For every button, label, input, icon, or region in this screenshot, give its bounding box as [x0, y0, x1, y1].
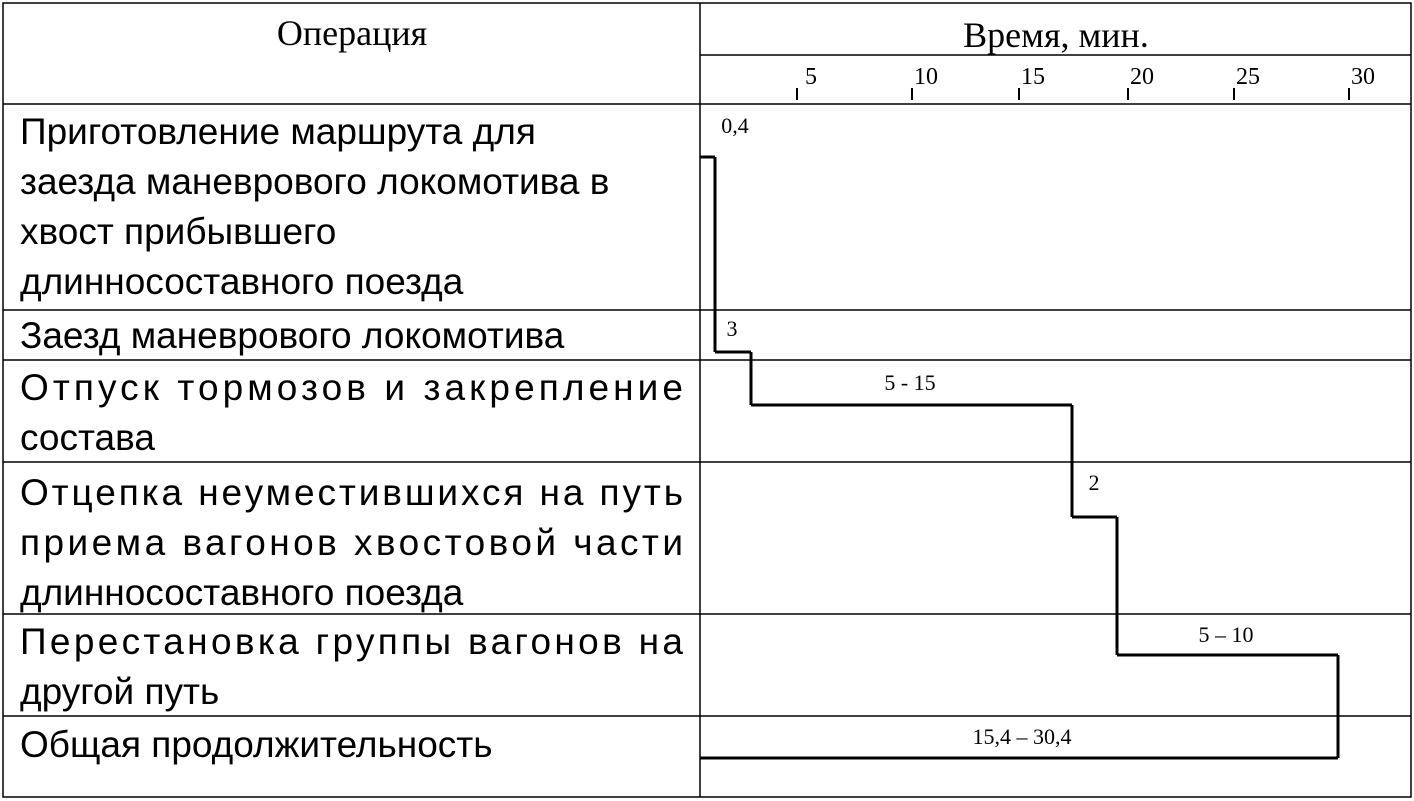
operation-5-line-1: Перестановка группы вагонов на	[20, 621, 683, 662]
tick-label-30: 30	[1351, 64, 1375, 90]
operation-1-line-3: хвост прибывшего	[20, 211, 337, 252]
duration-label-4: 2	[1088, 470, 1100, 495]
operation-1-line-2: заезда маневрового локомотива в	[20, 161, 610, 202]
tick-label-5: 5	[805, 64, 817, 90]
operation-4-line-2: приема вагонов хвостовой части	[20, 522, 684, 563]
operation-1-line-4: длинносоставного поезда	[20, 261, 464, 302]
duration-label-5: 5 – 10	[1198, 622, 1254, 647]
duration-label-1: 0,4	[721, 113, 749, 138]
operation-column-header: Операция	[276, 13, 428, 53]
time-column-header: Время, мин.	[963, 15, 1149, 55]
operation-labels	[20, 111, 683, 765]
time-axis	[797, 64, 1375, 100]
operation-4-line-3: длинносоставного поезда	[20, 572, 464, 613]
duration-label-6: 15,4 – 30,4	[972, 724, 1072, 749]
gantt-steps	[700, 113, 1338, 758]
operation-3-line-2: состава	[20, 417, 155, 458]
operation-3-line-1: Отпуск тормозов и закрепление	[20, 367, 684, 408]
operation-1-line-1: Приготовление маршрута для	[20, 111, 536, 152]
duration-label-2: 3	[726, 316, 738, 341]
operation-2-line-1: Заезд маневрового локомотива	[20, 315, 565, 356]
operation-4-line-1: Отцепка неуместившихся на путь	[20, 472, 683, 513]
tick-label-25: 25	[1236, 64, 1260, 90]
duration-label-3: 5 - 15	[884, 370, 936, 395]
tick-label-20: 20	[1130, 64, 1154, 90]
operation-5-line-2: другой путь	[20, 671, 220, 712]
tick-label-15: 15	[1021, 64, 1045, 90]
tick-label-10: 10	[914, 64, 938, 90]
operation-6-line-1: Общая продолжительность	[20, 724, 493, 765]
